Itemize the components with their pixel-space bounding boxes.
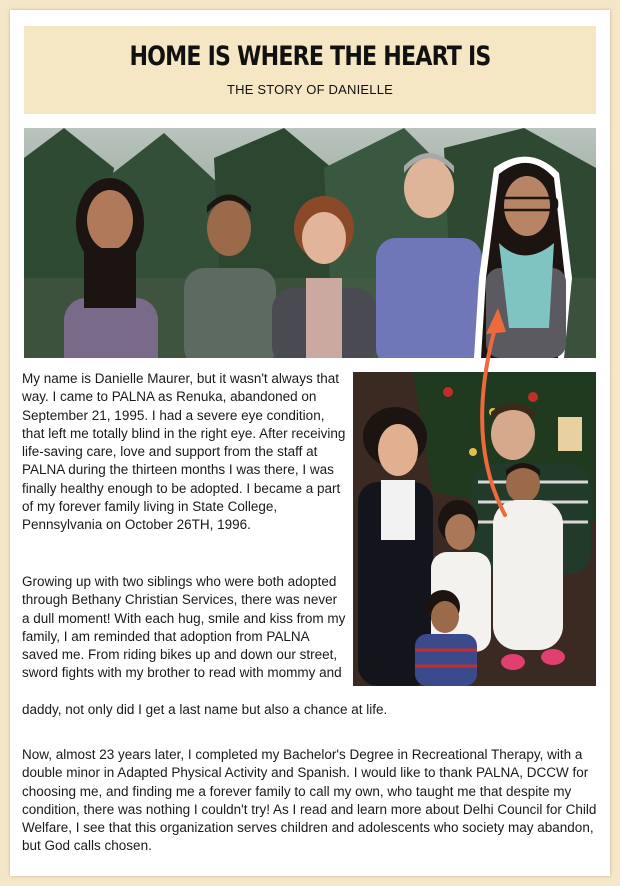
page-subtitle: THE STORY OF DANIELLE [226, 82, 394, 97]
story-paragraph-3: Now, almost 23 years later, I completed my Bachelor's Degree in Recreational Therapy, with a double minor in Adapted Physical Activity and Spanish. I would like to thank PALNA, DCCW for choosing me, and finding me a forever family to call my own, who taught me that despite my condition, there was nothing I couldn't try! As I read and learn more about Delhi Council for Child Welfare, I see that this organization serves children and adolescents who society may abandon, but God calls chosen. [22, 747, 597, 854]
story-page [10, 10, 610, 876]
header-band [24, 26, 596, 114]
childhood-photo [353, 372, 596, 686]
story-paragraph-2: Growing up with two siblings who were both adopted through Bethany Christian Services, there was never a dull moment! With each hug, smile and kiss from my family, I am reminded that adoption from PALNA saved me. From riding bikes up and down our street, sword fights with my brother to read with mommy and [22, 574, 346, 681]
childhood-photo-illustration [353, 372, 596, 686]
story-paragraph-2-end: daddy, not only did I get a last name but also a chance at life. [22, 702, 388, 717]
family-photo-illustration [24, 128, 596, 358]
page-title: HOME IS WHERE THE HEART IS [129, 41, 491, 72]
story-paragraph-1: My name is Danielle Maurer, but it wasn't always that way. I came to PALNA as Renuka, abandoned on September 21, 1995. I had a severe eye condition, that left me totally blind in the right eye. After receiving life-saving care, love and support from the staff at PALNA during the thirteen months I was there, I was finally healthy enough to be adopted. I became a part of my forever family living in State College, Pennsylvania on October 26TH, 1996. [22, 371, 346, 533]
family-photo [24, 128, 596, 358]
